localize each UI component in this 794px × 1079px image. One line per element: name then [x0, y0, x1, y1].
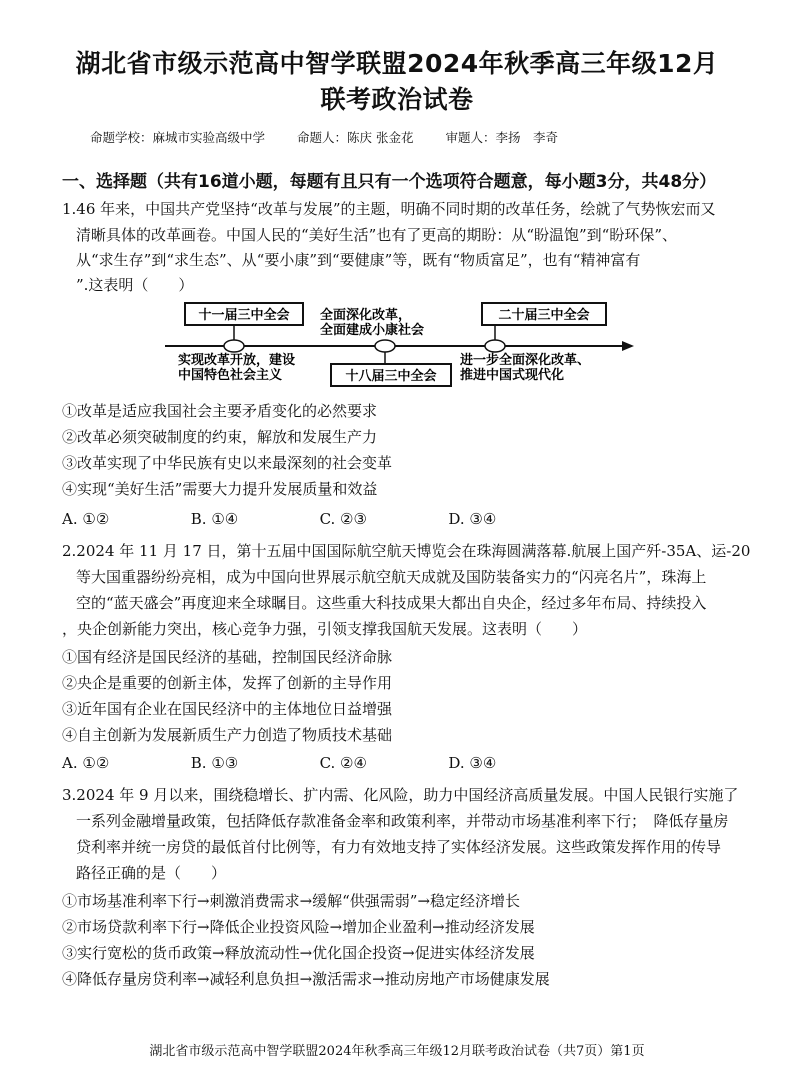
q2-choice-d: D. ③④	[448, 754, 497, 772]
page-footer: 湖北省市级示范高中智学联盟2024年秋季高三年级12月联考政治试卷（共7页）第1页	[149, 1044, 645, 1059]
box-18th-plenum-text: 十八届三中全会	[345, 369, 437, 384]
q1-choice-b: B. ①④	[190, 510, 239, 528]
reviewers: 审题人：李扬 李奇	[445, 130, 558, 145]
q1-option-2: ②改革必须突破制度的约束，解放和发展生产力	[62, 428, 378, 446]
label-moderately-prosperous: 全面建成小康社会	[320, 323, 425, 338]
q1-choice-d: D. ③④	[448, 510, 497, 528]
q2-option-2: ②央企是重要的创新主体，发挥了创新的主导作用	[62, 674, 393, 692]
node-3	[485, 340, 505, 352]
q2-line-4: ，央企创新能力突出，核心竞争力强，引领支撑我国航天发展。这表明（ ）	[62, 620, 588, 638]
q3-line-4: 路径正确的是（ ）	[76, 864, 227, 882]
box-11th-plenum-text: 十一届三中全会	[198, 308, 290, 323]
q1-option-3: ③改革实现了中华民族有史以来最深刻的社会变革	[62, 454, 393, 472]
setters: 命题人：陈庆 张金花	[297, 130, 414, 145]
exam-title-line2: 联考政治试卷	[320, 85, 474, 114]
label-socialism-cn: 中国特色社会主义	[178, 368, 283, 383]
exam-meta	[90, 128, 558, 146]
q3-option-3: ③实行宽松的货币政策→释放流动性→优化国企投资→促进实体经济发展	[62, 944, 535, 962]
q2-choice-b: B. ①③	[190, 754, 239, 772]
q1-line-1: 1.46 年来，中国共产党坚持“改革与发展”的主题，明确不同时期的改革任务，绘就了气势恢宏而又	[62, 200, 716, 218]
label-reform-opening: 实现改革开放，建设	[178, 353, 296, 368]
box-20th-plenum-text: 二十届三中全会	[498, 308, 590, 323]
timeline-arrow-icon	[622, 341, 634, 351]
q2-line-3: 空的“蓝天盛会”再度迎来全球瞩目。这些重大科技成果大都出自央企，经过多年布局、持续投入	[76, 594, 707, 612]
node-2	[375, 340, 395, 352]
label-deepen-reform: 全面深化改革，	[320, 308, 412, 323]
q3-option-4: ④降低存量房贷利率→减轻利息负担→激活需求→推动房地产市场健康发展	[62, 970, 550, 988]
setting-school: 命题学校：麻城市实验高级中学	[90, 130, 266, 145]
q1-line-2: 清晰具体的改革画卷。中国人民的“美好生活”也有了更高的期盼：从“盼温饱”到“盼环保”、	[76, 226, 678, 244]
q2-line-2: 等大国重器纷纷亮相，成为中国向世界展示航空航天成就及国防装备实力的“闪亮名片”，珠海上	[76, 568, 707, 586]
q2-option-3: ③近年国有企业在国民经济中的主体地位日益增强	[62, 700, 393, 718]
section-heading: 一、选择题（共有16道小题，每题有且只有一个选项符合题意，每小题3分，共48分）	[62, 172, 717, 192]
q2-line-1: 2.2024 年 11 月 17 日，第十五届中国国际航空航天博览会在珠海圆满落幕.航展上国产歼-35A、运-20	[62, 542, 751, 560]
q1-choice-c: C. ②③	[319, 510, 367, 528]
q2-choice-c: C. ②④	[319, 754, 367, 772]
reform-timeline-diagram	[160, 298, 640, 388]
label-cn-modernization: 推进中国式现代化	[460, 368, 565, 383]
q3-line-2: 一系列金融增量政策，包括降低存款准备金率和政策利率，并带动市场基准利率下行； 降低存量房	[76, 812, 729, 830]
label-further-deepen: 进一步全面深化改革、	[460, 353, 591, 368]
q1-line-3: 从“求生存”到“求生态”、从“要小康”到“要健康”等，既有“物质富足”，也有“精神富有	[76, 251, 641, 269]
q2-choices	[62, 754, 572, 772]
q1-line-4: ”.这表明（ ）	[76, 276, 194, 294]
q1-choices	[62, 510, 572, 528]
q1-option-4: ④实现“美好生活”需要大力提升发展质量和效益	[62, 480, 378, 498]
q1-choice-a: A. ①②	[62, 510, 110, 528]
q2-option-1: ①国有经济是国民经济的基础，控制国民经济命脉	[62, 648, 393, 666]
q2-option-4: ④自主创新为发展新质生产力创造了物质技术基础	[62, 726, 393, 744]
q3-option-1: ①市场基准利率下行→刺激消费需求→缓解“供强需弱”→稳定经济增长	[62, 892, 521, 910]
q2-choice-a: A. ①②	[62, 754, 110, 772]
q1-option-1: ①改革是适应我国社会主要矛盾变化的必然要求	[62, 402, 378, 420]
q3-line-1: 3.2024 年 9 月以来，围绕稳增长、扩内需、化风险，助力中国经济高质量发展。中国人民银行实施了	[62, 786, 739, 804]
q3-line-3: 贷利率并统一房贷的最低首付比例等，有力有效地支持了实体经济发展。这些政策发挥作用的传导	[76, 838, 722, 856]
node-1	[224, 340, 244, 352]
q3-option-2: ②市场贷款利率下行→降低企业投资风险→增加企业盈利→推动经济发展	[62, 918, 535, 936]
exam-title-line1: 湖北省市级示范高中智学联盟2024年秋季高三年级12月	[75, 49, 719, 78]
